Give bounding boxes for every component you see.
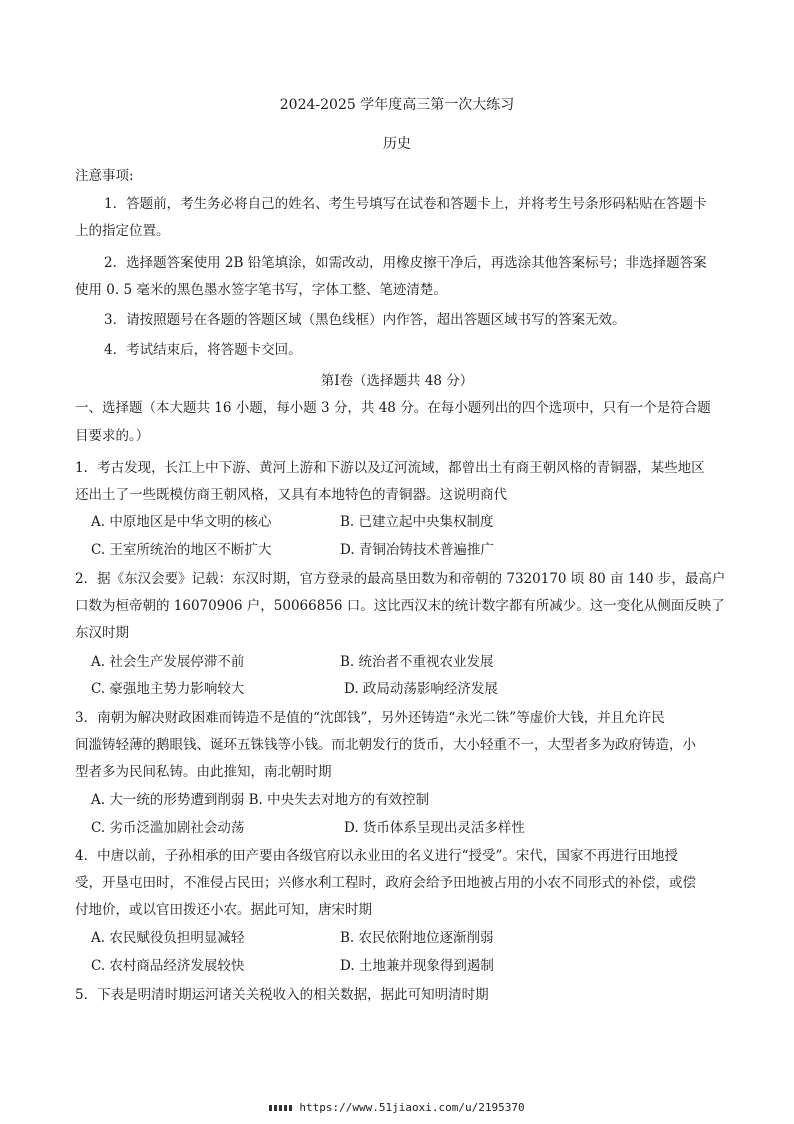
question-4-stem-cont-2: 付地价，或以官田拨还小农。据此可知，唐宋时期 — [75, 902, 372, 918]
footer-link[interactable]: https://www.51jiaoxi.com/u/2195370 — [299, 1101, 525, 1114]
question-3-stem: 3．南朝为解决财政困难而铸造不是值的“沈郎钱”，另外还铸造“永光二铢”等虚价大钱，并且允许民 — [75, 710, 665, 726]
question-4-option-d[interactable]: D. 土地兼并现象得到遏制 — [340, 958, 494, 974]
question-5-stem: 5．下表是明清时期运河诸关关税收入的相关数据，据此可知明清时期 — [75, 987, 489, 1003]
question-2-option-c[interactable]: C. 豪强地主势力影响较大 — [91, 681, 245, 697]
question-4-stem-cont: 受，开垦屯田时，不准侵占民田；兴修水利工程时，政府会给予田地被占用的小农不同形式的补偿，或偿 — [75, 875, 696, 891]
question-1-stem-cont: 还出土了一些既模仿商王朝风格，又具有本地特色的青铜器。这说明商代 — [75, 487, 507, 503]
section-intro-cont: 目要求的。） — [75, 428, 150, 444]
question-4-option-c[interactable]: C. 农村商品经济发展较快 — [91, 958, 245, 974]
question-3-option-c[interactable]: C. 劣币泛滥加剧社会动荡 — [91, 820, 245, 836]
question-3-option-d[interactable]: D. 货币体系呈现出灵活多样性 — [344, 820, 525, 836]
section-title: 第Ⅰ卷（选择题共 48 分） — [320, 373, 474, 389]
exam-title: 2024-2025 学年度高三第一次大练习 — [279, 97, 515, 113]
question-1-option-c[interactable]: C. 王室所统治的地区不断扩大 — [91, 542, 272, 558]
notice-heading: 注意事项: — [75, 168, 134, 184]
notice-item-2: 2．选择题答案使用 2B 铅笔填涂，如需改动，用橡皮擦干净后，再选涂其他答案标号；非选择题答案 — [104, 255, 707, 271]
section-intro: 一、选择题（本大题共 16 小题，每小题 3 分，共 48 分。在每小题列出的四个选项中，只有一个是符合题 — [75, 400, 711, 416]
notice-item-3: 3．请按照题号在各题的答题区域（黑色线框）内作答，超出答题区域书写的答案无效。 — [104, 312, 626, 328]
question-2-stem-cont: 口数为桓帝朝的 16070906 户，50066856 口。这比西汉末的统计数字都有所减少。这一变化从侧面反映了 — [75, 598, 725, 614]
question-2-option-a[interactable]: A. 社会生产发展停滞不前 — [91, 654, 245, 670]
notice-item-1-cont: 上的指定位置。 — [75, 223, 170, 239]
question-2-option-b[interactable]: B. 统治者不重视农业发展 — [340, 654, 494, 670]
question-4-option-a[interactable]: A. 农民赋役负担明显减轻 — [91, 930, 245, 946]
notice-item-4: 4．考试结束后，将答题卡交回。 — [104, 342, 302, 358]
question-4-option-b[interactable]: B. 农民依附地位逐渐削弱 — [340, 930, 494, 946]
notice-item-1: 1．答题前，考生务必将自己的姓名、考生号填写在试卷和答题卡上，并将考生号条形码粘贴在答题卡 — [104, 196, 707, 212]
question-2-stem: 2．据《东汉会要》记载：东汉时期，官方登录的最高垦田数为和帝朝的 7320170 顷 80 亩 140 步，最高户 — [75, 571, 726, 587]
question-4-stem: 4．中唐以前，子孙相承的田产要由各级官府以永业田的名义进行“授受”。宋代，国家不再进行田地授 — [75, 848, 678, 864]
site-logo-icon — [269, 1105, 293, 1111]
question-1-option-d[interactable]: D. 青铜冶铸技术普遍推广 — [340, 542, 494, 558]
question-1-option-b[interactable]: B. 已建立起中央集权制度 — [340, 514, 494, 530]
question-2-option-d[interactable]: D. 政局动荡影响经济发展 — [344, 681, 498, 697]
question-3-stem-cont-2: 型者多为民间私铸。由此推知，南北朝时期 — [75, 764, 332, 780]
question-1-stem: 1．考古发现，长江上中下游、黄河上游和下游以及辽河流域，都曾出土有商王朝风格的青铜器，某些地区 — [75, 460, 705, 476]
question-1-option-a[interactable]: A. 中原地区是中华文明的核心 — [91, 514, 272, 530]
question-3-option-ab[interactable]: A. 大一统的形势遭到削弱 B. 中央失去对地方的有效控制 — [91, 792, 430, 808]
footer — [0, 1101, 794, 1114]
subject-title: 历史 — [383, 136, 411, 152]
question-2-stem-cont-2: 东汉时期 — [75, 625, 129, 641]
question-3-stem-cont: 间滥铸轻薄的鹅眼钱、诞环五铢钱等小钱。而北朝发行的货币，大小轻重不一，大型者多为政府铸造，小 — [75, 737, 696, 753]
notice-item-2-cont: 使用 0. 5 毫米的黑色墨水签字笔书写，字体工整、笔迹清楚。 — [75, 282, 447, 298]
